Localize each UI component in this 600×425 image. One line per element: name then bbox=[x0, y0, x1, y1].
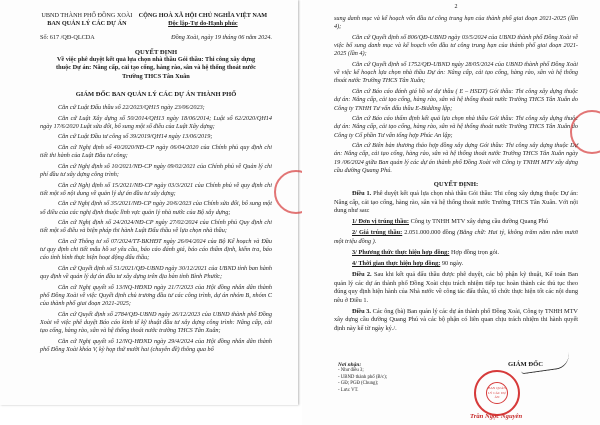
article-3-label: Điều 3. bbox=[352, 307, 371, 315]
nation-name: CỘNG HOÀ XÃ HỘI CHỦ NGHĨA VIỆT NAM bbox=[138, 12, 268, 19]
document-header bbox=[40, 12, 272, 28]
decision-title: QUYẾT ĐỊNH: bbox=[433, 181, 479, 189]
legal-basis: Căn cứ Thông tư số 07/2024/TT-BKHĐT ngày 26/04/2024 của Bộ Kế hoạch và Đầu tư quy định chi tiết mẫu hồ sơ yêu cầu, báo cáo đánh giá, báo cáo thẩm định, kiểm tra, báo cáo tình hình thực hiện hoạt động đấu thầu; bbox=[40, 237, 272, 262]
article-3 bbox=[334, 308, 578, 334]
signer-name: Trần Ngọc Nguyên bbox=[470, 413, 523, 420]
legal-basis: Căn cứ Quyết định số 1752/QĐ-UBND ngày 28/05/2024 của UBND thành phố Đồng Xoài về việc kế hoạch lựa chọn nhà thầu Dự án: Nâng cấp, cải tạo cổng, hàng rào, sân và hệ thống thoát nước Trường THCS Tân Xuân; bbox=[334, 60, 578, 85]
agency-name: BAN QUẢN LÝ CÁC DỰ ÁN bbox=[47, 20, 127, 27]
article-2 bbox=[334, 271, 578, 305]
motto: Độc lập-Tự do-Hạnh phúc bbox=[168, 20, 238, 27]
legal-basis: Căn cứ Báo cáo thẩm định kết quả lựa chọn nhà thầu Gói thầu: Thi công xây dựng thuộc dự án: Nâng cấp, cải tạo cổng, hàng rào, sân và hệ thống thoát nước Trường THCS Tân Xuân do Công ty Cổ phần Tư vấn tổng hợp Phúc An lập; bbox=[334, 115, 578, 139]
document-date: Đồng Xoài, ngày 19 tháng 06 năm 2024. bbox=[171, 34, 272, 41]
document-page-1 bbox=[0, 0, 298, 405]
article-1 bbox=[334, 190, 578, 216]
page-number: 2 bbox=[454, 4, 458, 10]
issuing-authority: GIÁM ĐỐC BAN QUẢN LÝ CÁC DỰ ÁN THÀNH PHỐ bbox=[75, 91, 237, 99]
article-3-text: Các ông (bà) Ban quản lý các dự án thành phố Đồng Xoài, Công ty TNHH MTV xây dựng cầu đường Quang Phú và các bộ phận có liên quan chịu trách nhiệm thi hành quyết định này kể từ ngày ký./. bbox=[334, 307, 578, 332]
recipients-block bbox=[338, 362, 387, 394]
document-title: QUYẾT ĐỊNH bbox=[134, 49, 178, 56]
agency-parent: UBND THÀNH PHỐ ĐỒNG XOÀI bbox=[41, 12, 133, 19]
article-2-label: Điều 2. bbox=[352, 270, 372, 278]
article-1-label: Điều 1. bbox=[352, 190, 372, 198]
article-2-text: Sau khi kết quả đấu thầu được phê duyệt, các bộ phận kỹ thuật, Kế toán Ban quản lý các dự án thành phố Đồng Xoài chịu trách nhiệm tiếp tục hoàn thành các thủ tục theo đúng quy định hiện hành của Nhà nước về công tác đấu thầu, tổ chức thực hiện tốt các nội dung nêu ở Điều 1. bbox=[334, 270, 578, 304]
document-subtitle: Về việc phê duyệt kết quả lựa chọn nhà thầu Gói thầu: Thi công xây dựng thuộc Dự án: Nâng cấp, cải tạo cổng, hàng rào, sân và hệ thống thoát nước Trường THCS Tân Xuân bbox=[56, 56, 256, 80]
official-seal bbox=[474, 370, 520, 416]
legal-basis: Căn cứ Nghị định số 35/2021/NĐ-CP ngày 20/6/2023 của Chính sửa đổi, bổ sung một số điều của các nghị định thuộc lĩnh vực quản lý nhà nước của Bộ xây dựng; bbox=[40, 200, 272, 216]
recipients-title: Nơi nhận: bbox=[338, 362, 362, 368]
document-page-2 bbox=[302, 0, 600, 425]
item-label: 1/ Đơn vị trúng thầu: bbox=[352, 218, 410, 226]
legal-basis: sung danh mục và kế hoạch vốn đầu tư công trung hạn của thành phố giai đoạn 2021-2025 (lần 4); bbox=[334, 15, 578, 31]
legal-basis: Căn cứ Luật Xây dựng số 50/2014/QH13 ngày 18/06/2014; Luật số 62/2020/QH14 ngày 17/6/2020 Luật sửa đổi, bổ sung một số điều của Luật Xây dựng; bbox=[40, 114, 272, 130]
recipient: - GĐ; PGĐ (Chung); bbox=[338, 381, 379, 387]
award-item-winner bbox=[334, 218, 578, 227]
legal-basis: Căn cứ Nghị quyết số 12/NQ-HĐND ngày 29/4/2024 của Hội đồng nhân dân thành phố Đồng Xoài khóa V, kỳ họp thứ mười hai (chuyên đề) thông qua bổ bbox=[40, 337, 272, 354]
legal-basis: Căn cứ Nghị quyết số 13/NQ-HĐND ngày 21/7/2023 của Hội đồng nhân dân thành phố Đồng Xoài về việc Quyết định chủ trương đầu tư các công trình, dự án nhóm B, nhóm C của thành phố giai đoạn 2021-2025; bbox=[40, 283, 272, 308]
item-value: Hợp đồng trọn gói. bbox=[450, 249, 500, 257]
signer-title: GIÁM ĐỐC bbox=[508, 361, 543, 368]
legal-basis: Căn cứ Luật Đấu thầu số 22/2023/QH15 ngày 23/06/2023; bbox=[58, 104, 205, 112]
legal-basis: Căn cứ Báo cáo đánh giá hồ sơ dự thầu ( E – HSDT) Gói thầu: Thi công xây dựng thuộc dự án: Nâng cấp, cải tạo cổng, hàng rào, sân và hệ thống thoát nước Trường THCS Tân Xuân do Công ty TNHH Tư vấn đấu thầu E-Bidding lập; bbox=[334, 87, 578, 112]
recipient: - Như điều 3; bbox=[338, 368, 364, 374]
legal-basis: Căn cứ Nghị định số 15/2021/NĐ-CP ngày 03/3/2021 của Chính phủ về quy định chi tiết một số nội dung về quản lý dự án đầu tư xây dựng; bbox=[40, 181, 272, 197]
legal-basis: Căn cứ Nghị định số 10/2021/NĐ-CP ngày 09/02/2021 của Chính phủ về Quản lý chi phí đầu tư xây dựng công trình; bbox=[40, 162, 272, 179]
recipient: - Lưu: VT. bbox=[338, 387, 359, 393]
award-item-method bbox=[334, 249, 578, 258]
item-note: (Bằng chữ: Hai tỷ, không trăm năm năm mươi một triệu đồng ). bbox=[334, 229, 578, 246]
legal-basis: Căn cứ Luật Đầu tư công số 39/2019/QH14 ngày 13/06/2019; bbox=[58, 133, 213, 141]
issuing-agency bbox=[40, 12, 134, 28]
legal-basis: Căn cứ Quyết định số 806/QĐ-UBND ngày 03/5/2024 của UBND thành phố Đồng Xoài về việc bổ sung danh mục và kế hoạch vốn đầu tư công trung hạn của thành phố giai đoạn 2021-2025 (lần 4); bbox=[334, 33, 578, 58]
item-label: 2/ Giá trúng thầu: bbox=[352, 229, 403, 237]
legal-basis: Căn cứ Nghị định số 24/2024/NĐ-CP ngày 27/02/2024 của Chính phủ Quy định chi tiết một số điều và biện pháp thi hành Luật Đấu thầu về lựa chọn nhà thầu; bbox=[40, 219, 272, 235]
item-value: 90 ngày. bbox=[441, 260, 464, 267]
legal-basis: Căn cứ Quyết định số 51/2021/QĐ-UBND ngày 30/12/2021 của UBND tỉnh ban hành quy định về quản lý dự án đầu tư xây dựng trên địa bàn tỉnh Bình Phước; bbox=[40, 264, 272, 281]
signature bbox=[519, 353, 571, 375]
legal-basis: Căn cứ Nghị định số 40/2020/NĐ-CP ngày 06/04/2020 của Chính phủ quy định chi tiết thi hành của Luật Đầu tư công; bbox=[40, 143, 272, 160]
item-value: Công ty TNHH MTV xây dựng cầu đường Quang Phú bbox=[410, 218, 549, 226]
legal-basis: Căn cứ Quyết định số 2784/QĐ-UBND ngày 26/12/2023 của UBND thành phố Đồng Xoài về việc phê duyệt Báo cáo kinh tế kỹ thuật đầu tư xây dựng công trình: Nâng cấp, cải tạo cổng, hàng rào, sân và hệ thống thoát nước trường THCS Tân Xuân; bbox=[40, 310, 272, 335]
recipient: - UBND thành phố (B/c); bbox=[338, 374, 388, 380]
article-1-text: Phê duyệt kết quả lựa chọn nhà thầu Gói thầu: Thi công xây dựng thuộc Dự án: Nâng cấp, cải tạo cổng, hàng rào, sân và hệ thống thoát nước Trường THCS Tân Xuân. Với nội dung như sau: bbox=[334, 190, 578, 215]
item-label: 3/ Phương thức thực hiện hợp đồng: bbox=[352, 249, 450, 257]
document-number: Số: 617 /QĐ-QLCDA bbox=[40, 34, 95, 41]
legal-basis: Căn cứ Biên bản thương thảo hợp đồng xây dựng Gói thầu: Thi công xây dựng thuộc Dự án: Nâng cấp, cải tạo cổng, hàng rào, sân và hệ thống thoát nước Trường THCS Tân Xuân ngày 19 /06/2024 giữa Ban quản lý các dự án thành phố Đồng Xoài với Công ty TNHH MTV xây dựng cầu đường Quang Phú. bbox=[334, 142, 578, 174]
item-label: 4/ Thời gian thực hiện hợp đồng: bbox=[352, 260, 441, 267]
national-header bbox=[134, 12, 272, 28]
seal-text: BAN QUẢN LÝ CÁC DỰ ÁN bbox=[486, 382, 508, 404]
award-item-duration bbox=[334, 260, 578, 269]
item-value: 2.051.000.000 đồng bbox=[404, 229, 456, 237]
award-item-price bbox=[334, 229, 578, 246]
